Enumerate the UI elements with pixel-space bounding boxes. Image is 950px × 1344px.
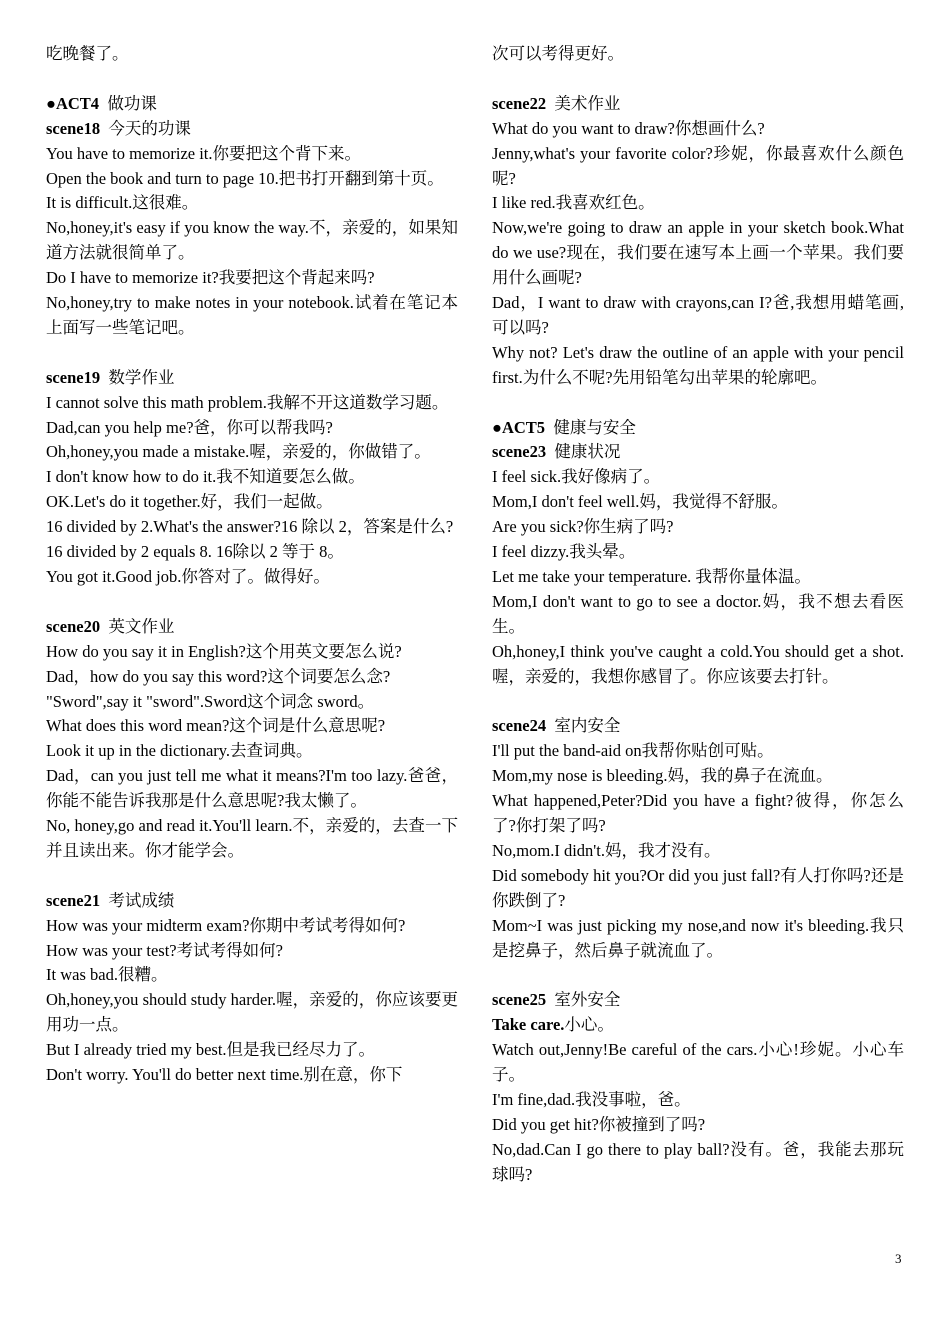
dialogue-line: No,dad.Can I go there to play ball?没有。爸，我能去那玩球吗? — [492, 1139, 904, 1184]
dialogue-line: I like red.我喜欢红色。 — [492, 193, 655, 213]
dialogue-line: I cannot solve this math problem.我解不开这道数学习题。 — [46, 392, 449, 412]
dialogue-line: Mom~I was just picking my nose,and now it's bleeding.我只是挖鼻子，然后鼻子就流血了。 — [492, 915, 904, 960]
scene-title: 室外安全 — [554, 990, 621, 1010]
dialogue-line — [492, 1013, 904, 1038]
dialogue-line: I feel sick.我好像病了。 — [492, 467, 661, 487]
act-heading — [46, 92, 458, 117]
dialogue-line: Dad，how do you say this word?这个词要怎么念? — [46, 666, 391, 686]
dialogue-line: Did somebody hit you?Or did you just fall?有人打你吗?还是你跌倒了? — [492, 865, 904, 910]
scene-heading — [492, 988, 904, 1013]
scene-label: scene20 — [46, 616, 101, 636]
dialogue-line: Dad，I want to draw with crayons,can I?爸,我想用蜡笔画,可以吗? — [492, 293, 904, 337]
act-title: 做功课 — [107, 93, 157, 113]
dialogue-line: 16 divided by 2 equals 8. 16除以 2 等于 8。 — [46, 542, 344, 562]
dialogue-line: It was bad.很糟。 — [46, 965, 168, 985]
dialogue-line: No,honey,it's easy if you know the way.不，亲爱的，如果知道方法就很简单了。 — [46, 218, 458, 263]
blank-line — [46, 590, 458, 615]
dialogue-line: Mom,I don't feel well.妈，我觉得不舒服。 — [492, 492, 788, 512]
scene-heading — [492, 92, 904, 117]
scene-heading — [46, 889, 458, 914]
scene-title: 考试成绩 — [108, 890, 175, 910]
scene-title: 美术作业 — [554, 93, 621, 113]
dialogue-line: I feel dizzy.我头晕。 — [492, 542, 636, 562]
dialogue-line: No, honey,go and read it.You'll learn.不，亲爱的，去查一下并且读出来。你才能学会。 — [46, 816, 458, 860]
dialogue-line: Watch out,Jenny!Be careful of the cars.小心!珍妮。小心车子。 — [492, 1040, 904, 1085]
scene-title: 英文作业 — [108, 616, 175, 636]
dialogue-line: Do I have to memorize it?我要把这个背起来吗? — [46, 268, 375, 288]
dialogue-line: Dad,can you help me?爸，你可以帮我吗? — [46, 417, 333, 437]
dialogue-line: Oh,honey,you should study harder.喔，亲爱的，你应该要更用功一点。 — [46, 990, 458, 1035]
blank-line — [492, 67, 904, 92]
dialogue-line: Look it up in the dictionary.去查词典。 — [46, 741, 313, 761]
scene-label: scene24 — [492, 716, 547, 736]
dialogue-line: Did you get hit?你被撞到了吗? — [492, 1114, 706, 1134]
dialogue-line: You have to memorize it.你要把这个背下来。 — [46, 143, 362, 163]
act-heading — [492, 416, 904, 441]
blank-line — [492, 690, 904, 715]
dialogue-line: Are you sick?你生病了吗? — [492, 517, 674, 537]
act-label: ●ACT5 — [492, 417, 546, 437]
dialogue-line: 吃晚餐了。 — [46, 44, 129, 63]
scene-heading — [492, 714, 904, 739]
blank-line — [46, 341, 458, 366]
dialogue-line: Let me take your temperature. 我帮你量体温。 — [492, 567, 811, 586]
dialogue-line: I'll put the band-aid on我帮你贴创可贴。 — [492, 741, 774, 761]
right-column — [492, 42, 904, 1188]
dialogue-line: Why not? Let's draw the outline of an apple with your pencil first.为什么不呢?先用铅笔勾出苹果的轮廓吧。 — [492, 342, 904, 387]
dialogue-line: What happened,Peter?Did you have a fight?彼得，你怎么了?你打架了吗? — [492, 791, 904, 836]
blank-line — [46, 864, 458, 889]
dialogue-line: Jenny,what's your favorite color?珍妮，你最喜欢什么颜色呢? — [492, 143, 904, 188]
dialogue-line: "Sword",say it "sword".Sword这个词念 sword。 — [46, 691, 375, 711]
blank-line — [492, 963, 904, 988]
scene-label: scene23 — [492, 442, 547, 462]
dialogue-line: I don't know how to do it.我不知道要怎么做。 — [46, 467, 365, 487]
blank-line — [46, 67, 458, 92]
dialogue-line: Dad，can you just tell me what it means?I'm too lazy.爸爸，你能不能告诉我那是什么意思呢?我太懒了。 — [46, 766, 458, 811]
dialogue-line: 次可以考得更好。 — [492, 44, 624, 63]
act-label: ●ACT4 — [46, 93, 100, 113]
scene-label: scene25 — [492, 990, 547, 1010]
dialogue-line: Oh,honey,I think you've caught a cold.You should get a shot.喔，亲爱的，我想你感冒了。你应该要去打针。 — [492, 641, 904, 686]
dialogue-line: Now,we're going to draw an apple in your sketch book.What do we use?现在，我们要在速写本上画一个苹果。我们要用什么画呢? — [492, 218, 904, 288]
scene-label: scene22 — [492, 93, 547, 113]
dialogue-line: 16 divided by 2.What's the answer?16 除以 2，答案是什么? — [46, 517, 454, 537]
dialogue-line: How was your midterm exam?你期中考试考得如何? — [46, 915, 406, 935]
dialogue-line: Oh,honey,you made a mistake.喔，亲爱的，你做错了。 — [46, 442, 431, 462]
left-column — [46, 42, 458, 1088]
dialogue-line: How do you say it in English?这个用英文要怎么说? — [46, 641, 402, 661]
dialogue-line: Don't worry. You'll do better next time.别在意，你下 — [46, 1065, 403, 1085]
blank-line — [492, 391, 904, 416]
scene-title: 数学作业 — [108, 367, 175, 387]
dialogue-line: No,mom.I didn't.妈，我才没有。 — [492, 840, 721, 860]
dialogue-line: Mom,I don't want to go to see a doctor.妈，我不想去看医生。 — [492, 591, 904, 636]
scene-heading — [46, 117, 458, 142]
scene-label: scene19 — [46, 367, 101, 387]
dialogue-line: But I already tried my best.但是我已经尽力了。 — [46, 1040, 376, 1060]
dialogue-line: I'm fine,dad.我没事啦，爸。 — [492, 1090, 691, 1109]
scene-heading — [492, 440, 904, 465]
dialogue-line: How was your test?考试考得如何? — [46, 940, 283, 960]
scene-title: 今天的功课 — [108, 118, 191, 138]
dialogue-line: What does this word mean?这个词是什么意思呢? — [46, 716, 386, 736]
lead-text: 小心。 — [564, 1015, 614, 1035]
dialogue-line: Open the book and turn to page 10.把书打开翻到第十页。 — [46, 168, 444, 188]
dialogue-line: No,honey,try to make notes in your notebook.试着在笔记本上面写一些笔记吧。 — [46, 293, 458, 337]
dialogue-line: You got it.Good job.你答对了。做得好。 — [46, 567, 330, 586]
scene-title: 室内安全 — [554, 716, 621, 736]
page-number: 3 — [895, 1251, 902, 1266]
scene-label: scene21 — [46, 890, 101, 910]
dialogue-line: OK.Let's do it together.好，我们一起做。 — [46, 492, 333, 512]
dialogue-line: What do you want to draw?你想画什么? — [492, 118, 765, 138]
dialogue-line: It is difficult.这很难。 — [46, 193, 199, 213]
dialogue-line: Mom,my nose is bleeding.妈，我的鼻子在流血。 — [492, 766, 833, 786]
act-title: 健康与安全 — [553, 417, 636, 437]
scene-title: 健康状况 — [554, 442, 621, 462]
scene-label: scene18 — [46, 118, 101, 138]
scene-heading — [46, 615, 458, 640]
scene-heading — [46, 366, 458, 391]
lead-phrase: Take care. — [492, 1015, 565, 1035]
